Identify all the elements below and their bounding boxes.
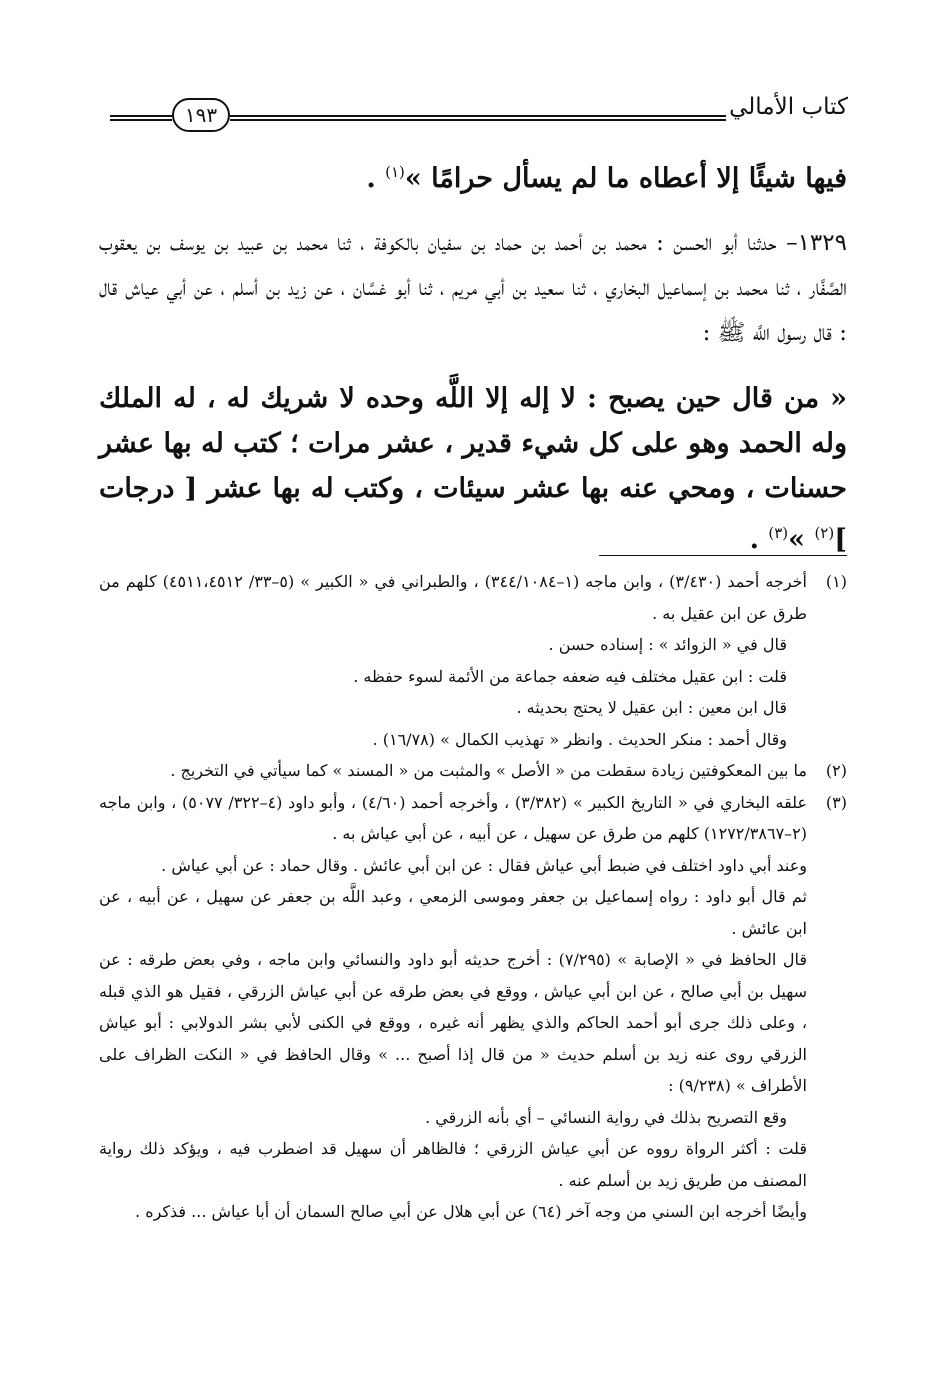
hadith-1329-chain: ١٣٢٩– حدثنا أبو الحسن : محمد بن أحمد بن حماد بن سفيان بالكوفة ، ثنا محمد بن عبيد بن يوسف بن يعقوب الصَّفَّار ، ثنا محمد بن إسماعيل البخاري ، ثنا سعيد بن أبي مريم ، ثنا أبو غسَّان ، عن زيد بن أسلم ، عن أبي عياش قال : قال رسول اللَّه ﷺ : <box>99 230 847 346</box>
footnote-ref-1[interactable]: (١) <box>385 163 405 181</box>
hadith-1329-text: « من قال حين يصبح : لا إله إلا اللَّه وحده لا شريك له ، له الملك وله الحمد وهو على كل شيء قدير ، عشر مرات ؛ كتب له بها عشر حسنات ، ومحي عنه بها عشر سيئات ، وكتب له بها عشر [ درجات ]$^{(٢)}$ »$^{(٣)}$ . <box>99 383 847 555</box>
footnote-separator <box>599 555 847 556</box>
footnote-line: وقال أحمد : منكر الحديث . وانظر « تهذيب الكمال » (١٦/٧٨) . <box>372 729 787 749</box>
footnote-line: قال في « الزوائد » : إسناده حسن . <box>548 635 787 654</box>
page-number: ١٩٣ <box>172 98 230 132</box>
footnote-ref-3[interactable]: (٣) <box>768 524 789 542</box>
footnotes <box>99 566 847 1228</box>
footnote-number: (٢) <box>825 761 847 780</box>
footnote-line: ما بين المعكوفتين زيادة سقطت من « الأصل » والمثبت من « المسند » كما سيأتي في التخريج . <box>170 761 807 780</box>
footnote-line: وقع التصريح بذلك في رواية النسائي – أي بأنه الزرقي . <box>425 1107 787 1127</box>
footnote-line: أخرجه أحمد (٣/٤٣٠) ، وابن ماجه (١–٣٤٤/١٠٨٤) ، والطبراني في « الكبير » (٥–٣٣/ ٤٥١١،٤٥١٢) كلهم من طرق عن ابن عقيل به . <box>99 572 807 623</box>
footnote-1 <box>99 566 847 755</box>
footnote-2 <box>99 755 847 787</box>
footnote-line: قلت : أكثر الرواة رووه عن أبي عياش الزرقي ؛ فالظاهر أن سهيل قد اضطرب فيه ، ويؤكد ذلك رواية المصنف من طريق زيد بن أسلم عنه . <box>99 1139 807 1190</box>
footnote-line: قال ابن معين : ابن عقيل لا يحتج بحديثه . <box>516 698 787 717</box>
hadith-continuation: فيها شيئًا إلا أعطاه ما لم يسأل حرامًا »$^{(١)}$ . <box>366 163 847 194</box>
footnote-line: قال الحافظ في « الإصابة » (٧/٢٩٥) : أخرج حديثه أبو داود والنسائي وابن ماجه ، وفي بعض طرقه : عن سهيل بن أبي صالح ، عن ابن أبي عياش ، ووقع في بعض طرقه عن أبي عياش الزرقي ، فقيل هو الذي قبله ، وعلى ذلك جرى أبو أحمد الحاكم والذي يظهر أنه غيره ، ووقع في الكنى لأبي بشر الدولابي : أبو عياش الزرقي روى عنه زيد بن أسلم حديث « من قال إذا أصبح ... » وقال الحافظ في « النكت الظراف على الأطراف » (٩/٢٣٨) : <box>99 950 808 1095</box>
book-title: كتاب الأمالي <box>729 94 848 120</box>
footnote-line: وأيضًا أخرجه ابن السني من وجه آخر (٦٤) عن أبي هلال عن أبي صالح السمان أن أبا عياش ... فذكره . <box>135 1202 807 1221</box>
footnote-3 <box>99 787 847 1228</box>
footnote-line: علقه البخاري في « التاريخ الكبير » (٣/٣٨٢) ، وأخرجه أحمد (٤/٦٠) ، وأبو داود (٤–٣٢٢/ ٥٠٧٧) ، وابن ماجه (٢–١٢٧٢/٣٨٦٧) كلهم من طرق عن سهيل ، عن أبيه ، عن أبي عياش به . <box>99 792 808 843</box>
main-text <box>99 150 847 562</box>
footnote-number: (٣) <box>825 792 847 812</box>
running-header <box>110 92 848 136</box>
footnote-line: وعند أبي داود اختلف في ضبط أبي عياش فقال : عن ابن أبي عائش . وقال حماد : عن أبي عياش . <box>161 855 807 875</box>
footnote-number: (١) <box>825 572 847 591</box>
header-rule-left <box>110 115 172 121</box>
footnote-ref-2[interactable]: (٢) <box>814 524 835 542</box>
header-rule-right <box>230 115 726 121</box>
footnote-line: ثم قال أبو داود : رواه إسماعيل بن جعفر وموسى الزمعي ، وعبد اللَّه بن جعفر عن سهيل ، عن أبيه ، عن ابن عائش . <box>99 887 807 938</box>
footnote-line: قلت : ابن عقيل مختلف فيه ضعفه جماعة من الأئمة لسوء حفظه . <box>353 666 787 686</box>
